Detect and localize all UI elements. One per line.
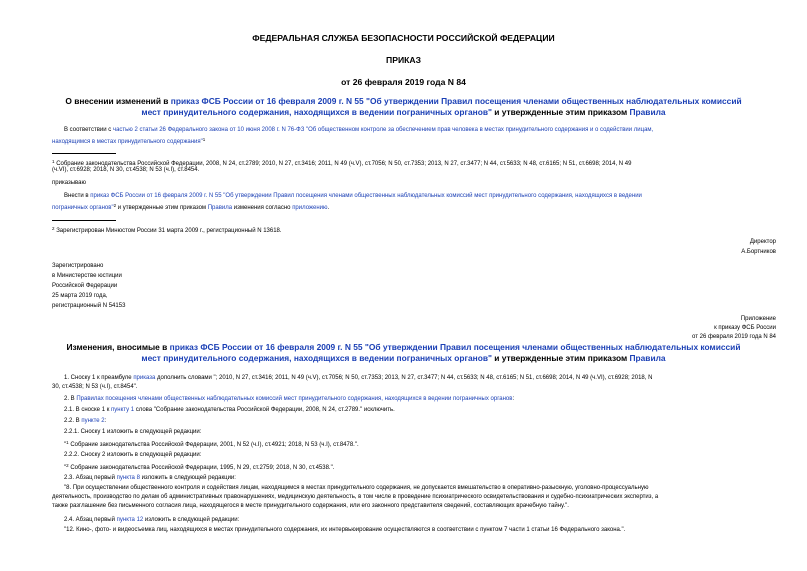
- body-line-2: [52, 202, 329, 212]
- order-title-prefix: О внесении изменений в: [65, 96, 171, 106]
- changes-title-line-1: [0, 342, 807, 352]
- rules-link[interactable]: Правила: [629, 107, 666, 117]
- order-title-mid: и утвержденные этим приказом: [491, 107, 630, 117]
- body-end: .: [327, 205, 330, 211]
- item-2-2-2-quote: [64, 462, 334, 472]
- registration-line-2: в Министерстве юстиции: [52, 273, 122, 279]
- quote-mark-2: ": [64, 465, 67, 471]
- appendix-label: Приложение: [740, 316, 776, 322]
- footnote-divider-2: [52, 220, 116, 221]
- footnote-ref-2: 2: [113, 203, 117, 208]
- appendix-order-ref: к приказу ФСБ России: [714, 325, 776, 331]
- registration-line-1: Зарегистрировано: [52, 263, 104, 269]
- item-2-4-text: изложить в следующей редакции:: [143, 517, 240, 523]
- point-1-link[interactable]: пункту 1: [111, 407, 135, 413]
- order-type-heading: ПРИКАЗ: [386, 55, 421, 65]
- item-2-4: [64, 517, 239, 524]
- order-title-line-2: [0, 107, 807, 117]
- item-2-3-text: изложить в следующей редакции:: [139, 475, 236, 481]
- changes-title-prefix: Изменения, вносимые в: [66, 342, 170, 352]
- body-prefix: Внести в: [64, 193, 91, 199]
- quote-mark: ": [64, 442, 67, 448]
- item-2-2-1-text: Собрание законодательства Российской Федерации, 2001, N 52 (ч.I), ст.4921; 2018, N 53 (ч.I), ст.8478.".: [68, 442, 359, 448]
- footnote-2-new-marker: 2: [66, 463, 69, 468]
- item-2-3: [64, 475, 236, 482]
- changes-title-line-2: [0, 353, 807, 363]
- rules-body-link[interactable]: Правила: [207, 205, 233, 211]
- changes-title-mid: и утвержденные этим приказом: [491, 353, 630, 363]
- item-2-2-end: :: [104, 418, 107, 424]
- item-2-3-prefix: 2.3. Абзац первый: [64, 475, 117, 481]
- footnote-2-marker: 2: [52, 226, 55, 231]
- point-2-link[interactable]: пункте 2: [81, 418, 105, 424]
- item-2-2-1-quote: [64, 439, 359, 449]
- item-2-2: [64, 418, 106, 425]
- item-2-3-quote-line-1: "8. При осуществлении общественного контроля и содействия лицам, находящимся в местах принудительного содержания, не допускается вмешательство в оперативно-разыскную, уголовно-процессуальную: [64, 485, 649, 491]
- order-55-link-cont[interactable]: мест принудительного содержания, находящихся в ведении пограничных органов": [141, 107, 492, 117]
- order-55-link[interactable]: приказ ФСБ России от 16 февраля 2009 г. N 55 "Об утверждении Правил посещения членами общественных наблюдательных комиссий: [170, 96, 742, 106]
- item-2-3-quote-line-3: также разглашение без письменного согласия лица, находящегося в месте принудительного содержания, или его законного представителя сведений, составляющих врачебную тайну.".: [52, 503, 569, 509]
- changes-order-55-link-cont[interactable]: мест принудительного содержания, находящихся в ведении пограничных органов": [141, 353, 492, 363]
- federal-law-link-cont[interactable]: находящимся в местах принудительного содержания": [52, 139, 203, 145]
- agency-heading: ФЕДЕРАЛЬНАЯ СЛУЖБА БЕЗОПАСНОСТИ РОССИЙСКОЙ ФЕДЕРАЦИИ: [252, 33, 555, 43]
- changes-rules-link[interactable]: Правила: [629, 353, 666, 363]
- footnote-1-marker: 1: [52, 159, 55, 164]
- point-8-link[interactable]: пункта 8: [116, 475, 140, 481]
- item-2: [64, 396, 514, 403]
- preamble-prefix: В соответствии с: [64, 127, 113, 133]
- order-title-line-1: [0, 96, 807, 106]
- rules-visit-link[interactable]: Правилах посещения членами общественных наблюдательных комиссий мест принудительного содержания, находящихся в ведении пограничных органов: [76, 396, 513, 402]
- preamble-line-2: [52, 136, 205, 146]
- body-line-1: [64, 193, 642, 200]
- appendix-order-date: от 26 февраля 2019 года N 84: [692, 334, 776, 340]
- item-2-2-1: 2.2.1. Сноску 1 изложить в следующей редакции:: [64, 429, 202, 435]
- item-2-2-prefix: 2.2. В: [64, 418, 82, 424]
- item-2-prefix: 2. В: [64, 396, 77, 402]
- preamble-order-link[interactable]: приказа: [133, 375, 156, 381]
- point-12-link[interactable]: пункта 12: [116, 517, 144, 523]
- order-55-body-link-cont[interactable]: пограничных органов": [52, 205, 114, 211]
- preamble-line-1: [64, 127, 653, 134]
- item-1-text: дополнить словами "; 2010, N 27, ст.3416; 2011, N 49 (ч.V), ст.7056; N 50, ст.7353; 2013, N 27, ст.3477; N 44, ст.5633; N 48, ст.6165; N 51, ст.6698; 2014, N 49 (ч.VI), ст.6928; 2018, N: [155, 375, 653, 381]
- appendix-link[interactable]: приложению: [292, 205, 328, 211]
- registration-line-4: 25 марта 2019 года,: [52, 293, 108, 299]
- footnote-ref-1: 1: [202, 137, 206, 142]
- item-2-2-2: 2.2.2. Сноску 2 изложить в следующей редакции:: [64, 452, 202, 458]
- item-2-1: [64, 407, 395, 414]
- item-1-line-2: 30, ст.4538; N 53 (ч.I), ст.8454".: [52, 384, 138, 390]
- order-date-heading: от 26 февраля 2019 года N 84: [341, 77, 466, 87]
- item-2-end: :: [512, 396, 515, 402]
- registration-line-5: регистрационный N 54153: [52, 303, 126, 309]
- footnote-2-text: Зарегистрирован Минюстом России 31 марта 2009 г., регистрационный N 13618.: [56, 228, 282, 234]
- order-word: приказываю: [52, 180, 86, 186]
- changes-order-55-link[interactable]: приказ ФСБ России от 16 февраля 2009 г. N 55 "Об утверждении Правил посещения членами общественных наблюдательных комиссий: [169, 342, 741, 352]
- item-1-prefix: 1. Сноску 1 к преамбуле: [64, 375, 134, 381]
- order-55-body-link[interactable]: приказ ФСБ России от 16 февраля 2009 г. N 55 "Об утверждении Правил посещения членами общественных наблюдательных комиссий мест принудительного содержания, находящихся в ведении: [90, 193, 642, 199]
- footnote-divider-1: [52, 153, 116, 154]
- footnote-2: [52, 225, 282, 235]
- footnote-1-new-marker: 1: [66, 440, 69, 445]
- item-2-1-prefix: 2.1. В сноске 1 к: [64, 407, 111, 413]
- item-2-3-quote-line-2: деятельность, производство по делам об административных правонарушениях, медицинскую деятельность, в том числе в проведение психиатрического освидетельствования и судебно-психиатрических экспертиз, а: [52, 494, 659, 500]
- item-2-4-prefix: 2.4. Абзац первый: [64, 517, 117, 523]
- item-2-1-text: слова "Собрание законодательства Российской Федерации, 2008, N 24, ст.2789." исключить.: [134, 407, 395, 413]
- signer-name: А.Бортников: [741, 249, 776, 255]
- item-2-2-2-text: Собрание законодательства Российской Федерации, 1995, N 29, ст.2759; 2018, N 30, ст.4538.".: [68, 465, 335, 471]
- footnote-1-line-2: (ч.VI), ст.6928; 2018, N 30, ст.4538; N 53 (ч.I), ст.8454.: [52, 167, 200, 173]
- item-1-line-1: [64, 375, 652, 382]
- signer-position: Директор: [749, 239, 776, 245]
- body-mid-2: изменения согласно: [232, 205, 293, 211]
- item-2-4-quote: "12. Кино-, фото- и видеосъемка лиц, находящихся в местах принудительного содержания, их интервьюирование осуществляются в соответствии с пунктом 7 части 1 статьи 16 Федерального закона.".: [64, 527, 626, 533]
- footnote-1-text: Собрание законодательства Российской Федерации, 2008, N 24, ст.2789; 2010, N 27, ст.3416; 2011, N 49 (ч.V), ст.7056; N 50, ст.7353; 2013, N 27, ст.3477; N 44, ст.5633; N 48, ст.6165; N 51, ст.6698; 2014, N 49: [56, 161, 632, 167]
- federal-law-link[interactable]: частью 2 статьи 26 Федерального закона от 10 июня 2008 г. N 76-ФЗ "Об общественном контроле за обеспечением прав человека в местах принудительного содержания и о содействии лицам,: [112, 127, 654, 133]
- body-mid: и утвержденные этим приказом: [116, 205, 208, 211]
- registration-line-3: Российской Федерации: [52, 283, 118, 289]
